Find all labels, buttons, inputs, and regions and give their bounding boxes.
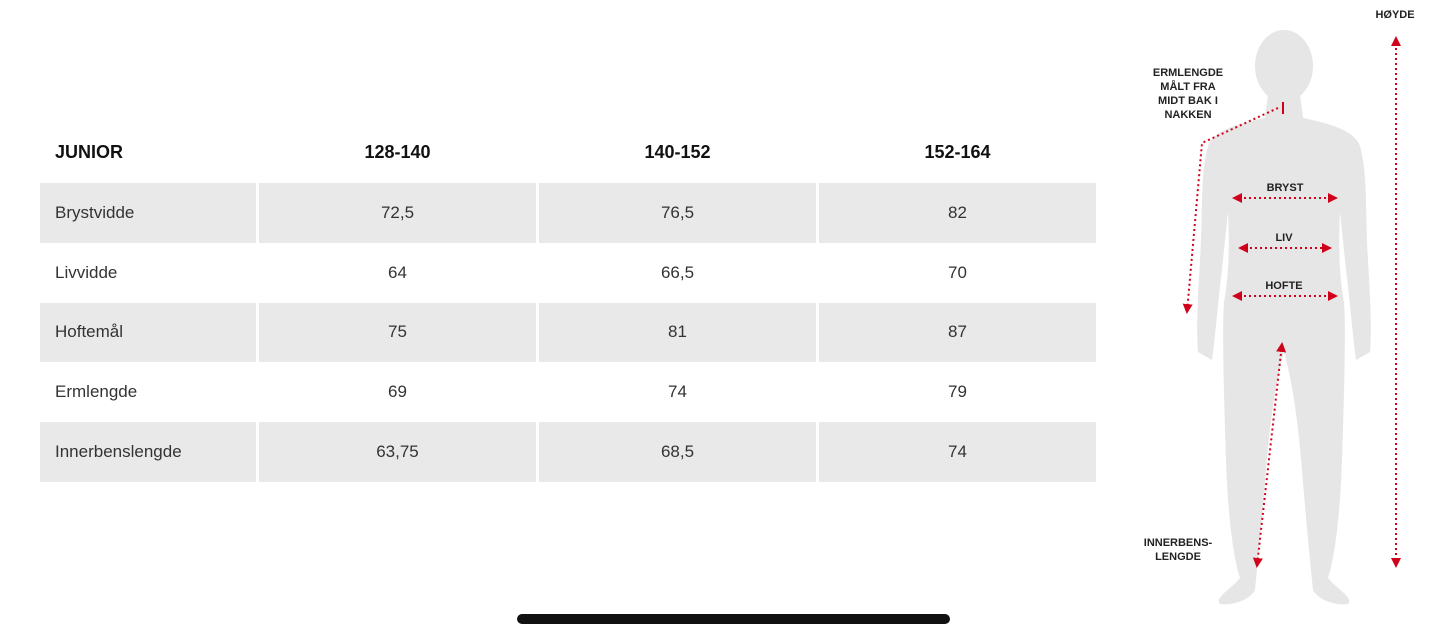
- svg-text:MIDT BAK I: MIDT BAK I: [1158, 95, 1218, 107]
- inseam-label: [1144, 537, 1213, 563]
- table-cell: 87: [819, 303, 1096, 363]
- table-cell: 75: [259, 303, 536, 363]
- row-label: Hoftemål: [40, 303, 256, 363]
- table-cell: 69: [388, 382, 407, 402]
- row-label: Innerbenslengde: [40, 422, 256, 482]
- table-cell: 79: [948, 382, 967, 402]
- table-cell: 74: [819, 422, 1096, 482]
- table-cell: 70: [948, 262, 967, 282]
- svg-text:ERMLENGDE: ERMLENGDE: [1152, 67, 1224, 79]
- row-label: Brystvidde: [40, 183, 256, 243]
- table-cell: 74: [668, 382, 687, 402]
- row-label: Ermlengde: [55, 382, 138, 402]
- home-indicator[interactable]: [517, 614, 950, 624]
- chest-label: BRYST: [1266, 182, 1304, 194]
- table-row: [40, 243, 1096, 303]
- table-cell: 76,5: [539, 183, 816, 243]
- header-cell-junior: JUNIOR: [55, 142, 124, 162]
- table-cell: 64: [388, 262, 407, 282]
- svg-text:LENGDE: LENGDE: [1155, 551, 1201, 563]
- table-header-row: [40, 122, 1096, 183]
- waist-label: LIV: [1275, 232, 1293, 244]
- table-cell: 82: [819, 183, 1096, 243]
- table-row: [40, 183, 1096, 243]
- table-cell: 66,5: [660, 262, 695, 282]
- svg-text:NAKKEN: NAKKEN: [1164, 109, 1212, 121]
- body-measurement-figure: [1130, 0, 1445, 640]
- hip-label: HOFTE: [1265, 280, 1303, 292]
- header-cell-size: 140-152: [644, 142, 711, 162]
- header-cell-size: 128-140: [364, 142, 431, 162]
- header-cell-size: 152-164: [924, 142, 991, 162]
- height-label: HØYDE: [1375, 9, 1415, 21]
- table-row: [40, 362, 1096, 422]
- sleeve-label: [1153, 67, 1223, 121]
- table-row: [40, 303, 1096, 363]
- table-row: [40, 422, 1096, 482]
- table-cell: 72,5: [259, 183, 536, 243]
- svg-text:INNERBENS-: INNERBENS-: [1143, 537, 1213, 549]
- row-label: Livvidde: [55, 262, 118, 282]
- body-silhouette: [1197, 30, 1371, 604]
- table-cell: 63,75: [259, 422, 536, 482]
- size-table: [37, 122, 1099, 482]
- table-cell: 68,5: [539, 422, 816, 482]
- svg-text:MÅLT FRA: MÅLT FRA: [1160, 81, 1216, 93]
- table-cell: 81: [539, 303, 816, 363]
